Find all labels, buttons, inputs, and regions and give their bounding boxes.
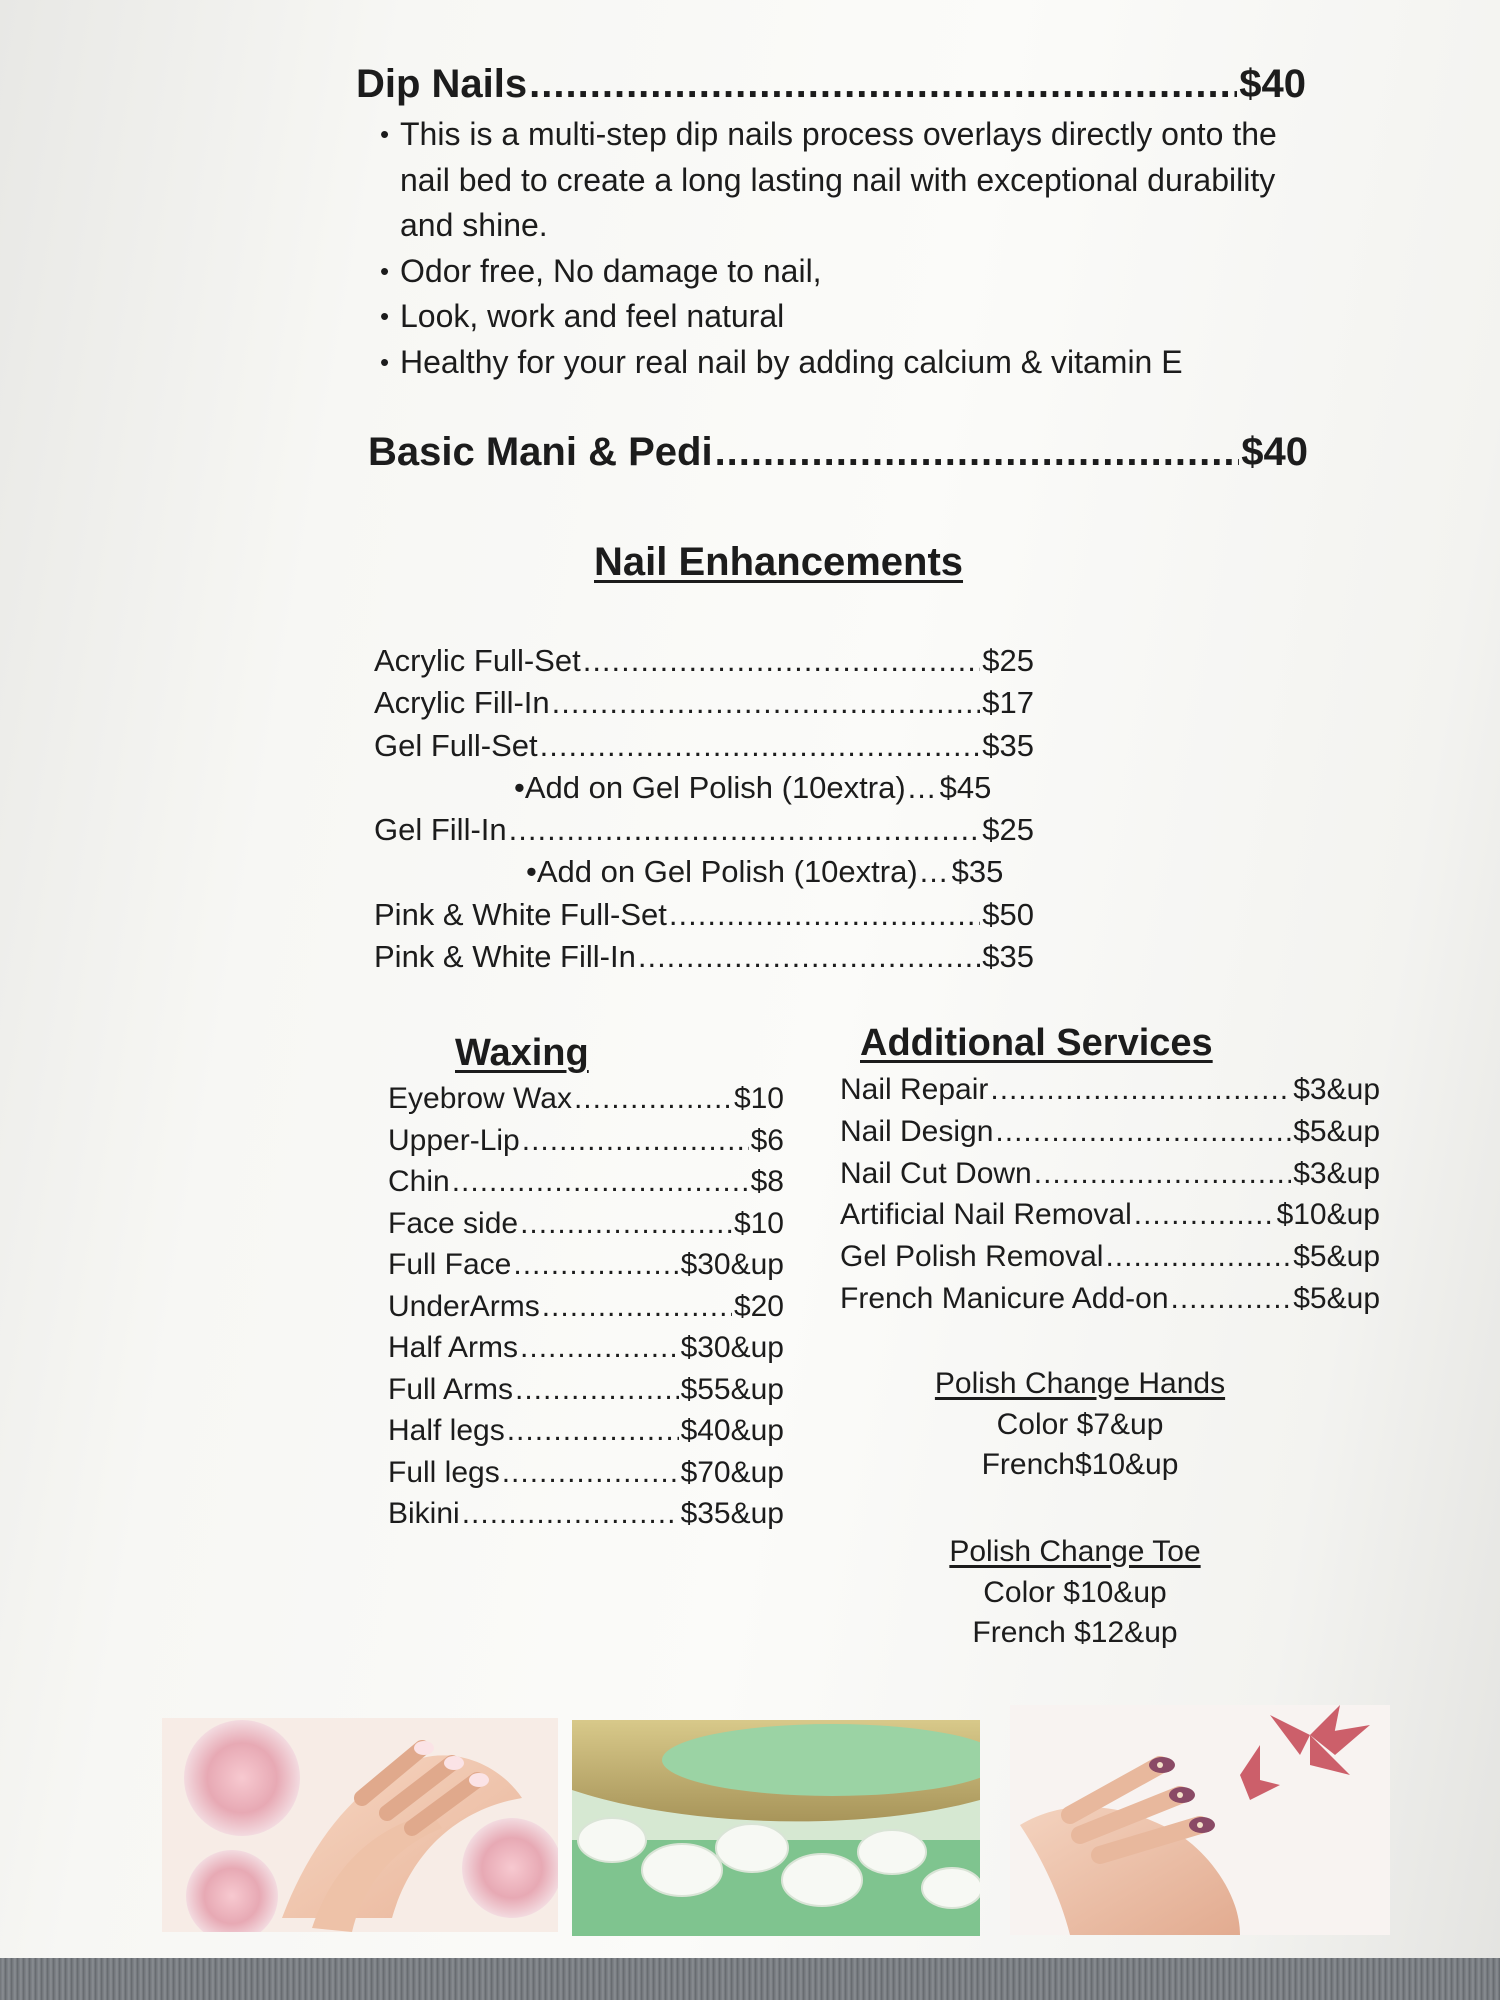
price-row (388, 1124, 784, 1166)
dot-leader (542, 1290, 732, 1324)
service-price: $50 (982, 896, 1034, 932)
service-name: Artificial Nail Removal (840, 1198, 1132, 1232)
polish-change-toe-heading: Polish Change Toe (949, 1535, 1201, 1568)
price-row (388, 1497, 784, 1539)
additional-services-heading: Additional Services (860, 1022, 1213, 1064)
service-price: $30&up (680, 1248, 784, 1281)
service-price: $10 (733, 1206, 784, 1240)
polish-toe-french-price: French $12&up (972, 1616, 1178, 1649)
manicured-hands-with-roses-photo (162, 1718, 558, 1932)
price-row (374, 728, 1034, 770)
dip-nails-name: Dip Nails (356, 62, 528, 106)
service-price: $3&up (1293, 1073, 1380, 1106)
service-name: UnderArms (388, 1289, 540, 1323)
price-row (374, 897, 1034, 939)
table-surface (0, 1958, 1500, 2000)
service-name: Nail Design (840, 1114, 994, 1148)
service-price: $17 (982, 685, 1034, 721)
dot-leader (574, 1082, 732, 1116)
service-price: $25 (982, 812, 1034, 848)
dot-leader (520, 1331, 679, 1365)
basic-mani-pedi-price: $40 (1241, 430, 1308, 474)
dot-leader (1134, 1198, 1275, 1232)
dot-leader (669, 897, 980, 933)
dot-leader (552, 685, 981, 721)
service-name: Face side (388, 1206, 519, 1240)
service-price: $35 (982, 939, 1034, 975)
price-row (374, 685, 1034, 727)
price-row-addon (526, 854, 1034, 896)
dot-leader (920, 854, 950, 890)
polish-hands-french-price: French$10&up (981, 1448, 1179, 1481)
service-name: Pink & White Full-Set (374, 896, 667, 932)
dot-leader (995, 1115, 1291, 1149)
dip-nails-row (356, 62, 1306, 107)
dot-leader (522, 1124, 749, 1158)
dot-leader (583, 643, 981, 679)
spa-bowl-bath-salts-photo (572, 1720, 980, 1936)
polish-toe-color-price: Color $10&up (983, 1576, 1167, 1609)
dot-leader (990, 1073, 1291, 1107)
nail-art-lily-illustration (1010, 1705, 1390, 1935)
dot-leader (715, 430, 1240, 475)
service-name: •Add on Gel Polish (10extra) (514, 769, 906, 805)
service-name: Gel Fill-In (374, 812, 507, 848)
service-price: $35 (982, 727, 1034, 763)
service-name: French Manicure Add-on (840, 1281, 1169, 1315)
dot-leader (462, 1497, 679, 1531)
price-row (388, 1207, 784, 1249)
price-row (840, 1115, 1380, 1157)
dot-leader (507, 1414, 679, 1448)
polish-hands-color-price: Color $7&up (996, 1408, 1164, 1441)
service-price: $5&up (1293, 1114, 1380, 1148)
dot-leader (1171, 1282, 1292, 1316)
nail-enhancements-heading: Nail Enhancements (594, 540, 964, 584)
price-row (374, 939, 1034, 981)
service-name: Nail Cut Down (840, 1156, 1032, 1190)
service-name: Upper-Lip (388, 1123, 520, 1157)
dot-leader (513, 1248, 678, 1282)
service-price: $35 (951, 854, 1004, 890)
service-price: $35&up (680, 1497, 784, 1530)
nail-enhancements-list (374, 643, 1034, 981)
service-name: Eyebrow Wax (388, 1082, 572, 1115)
service-name: Nail Repair (840, 1073, 989, 1106)
polish-change-hands (900, 1367, 1260, 1485)
service-price: $40&up (680, 1414, 784, 1447)
dot-leader (515, 1373, 679, 1407)
dot-leader (638, 939, 980, 975)
hands-roses-illustration (162, 1718, 558, 1932)
dot-leader (520, 1207, 732, 1241)
price-row (840, 1240, 1380, 1282)
service-price: $5&up (1293, 1281, 1380, 1315)
polish-change-hands-heading: Polish Change Hands (934, 1367, 1226, 1400)
service-name: Acrylic Full-Set (374, 643, 581, 678)
dot-leader (509, 812, 981, 848)
service-name: Gel Full-Set (374, 727, 538, 763)
service-price: $30&up (680, 1331, 784, 1364)
dip-note: • Healthy for your real nail by adding calcium & vitamin E (380, 340, 1300, 386)
dot-leader (452, 1165, 749, 1199)
price-row (388, 1082, 784, 1124)
price-row (840, 1073, 1380, 1115)
service-price: $10 (733, 1082, 784, 1115)
service-name: Half legs (388, 1414, 505, 1447)
service-name: Half Arms (388, 1331, 519, 1364)
service-name: Full legs (388, 1455, 500, 1489)
polish-change-toe (910, 1535, 1240, 1653)
price-row (388, 1248, 784, 1290)
dot-leader (502, 1456, 679, 1490)
dip-nails-notes (380, 112, 1300, 385)
price-row (840, 1157, 1380, 1199)
price-row (388, 1331, 784, 1373)
service-name: Acrylic Fill-In (374, 685, 550, 721)
spa-bowl-illustration (572, 1720, 980, 1936)
service-price: $10&up (1276, 1198, 1380, 1232)
dot-leader (1034, 1157, 1292, 1191)
service-price: $45 (939, 769, 992, 805)
price-row (388, 1290, 784, 1332)
additional-services-list (840, 1073, 1380, 1324)
service-price: $6 (750, 1123, 784, 1157)
price-row (374, 643, 1034, 685)
dot-leader (908, 770, 938, 806)
service-name: Full Face (388, 1248, 512, 1281)
waxing-heading: Waxing (455, 1032, 589, 1074)
service-name: Full Arms (388, 1372, 514, 1406)
service-price: $20 (733, 1289, 784, 1323)
service-price: $8 (750, 1165, 784, 1198)
price-row (388, 1414, 784, 1456)
price-row (840, 1198, 1380, 1240)
service-price: $25 (982, 643, 1034, 678)
dip-note: • Odor free, No damage to nail, (380, 249, 1300, 295)
price-row (388, 1456, 784, 1498)
price-row-addon (514, 770, 1034, 812)
basic-mani-pedi-name: Basic Mani & Pedi (368, 430, 713, 474)
dip-note: • Look, work and feel natural (380, 294, 1300, 340)
service-name: Chin (388, 1165, 450, 1198)
service-price: $55&up (680, 1372, 784, 1406)
waxing-list (388, 1082, 784, 1539)
service-name: Bikini (388, 1497, 460, 1530)
dip-nails-price: $40 (1239, 62, 1306, 106)
dot-leader (1105, 1240, 1291, 1274)
price-row (388, 1165, 784, 1207)
price-row (388, 1373, 784, 1415)
service-price: $3&up (1293, 1156, 1380, 1190)
price-row (374, 812, 1034, 854)
price-row (840, 1282, 1380, 1324)
service-name: Gel Polish Removal (840, 1240, 1104, 1274)
dot-leader (529, 62, 1237, 107)
service-name: Pink & White Fill-In (374, 939, 636, 975)
service-price: $5&up (1293, 1240, 1380, 1274)
service-name: •Add on Gel Polish (10extra) (526, 854, 918, 890)
nail-art-hand-with-lily-photo (1010, 1705, 1390, 1935)
dip-note: • This is a multi-step dip nails process overlays directly onto the nail bed to create a long lasting nail with exceptional durability and shine. (380, 112, 1300, 249)
basic-mani-pedi-row (368, 430, 1308, 475)
service-price: $70&up (680, 1455, 784, 1489)
dot-leader (540, 728, 981, 764)
